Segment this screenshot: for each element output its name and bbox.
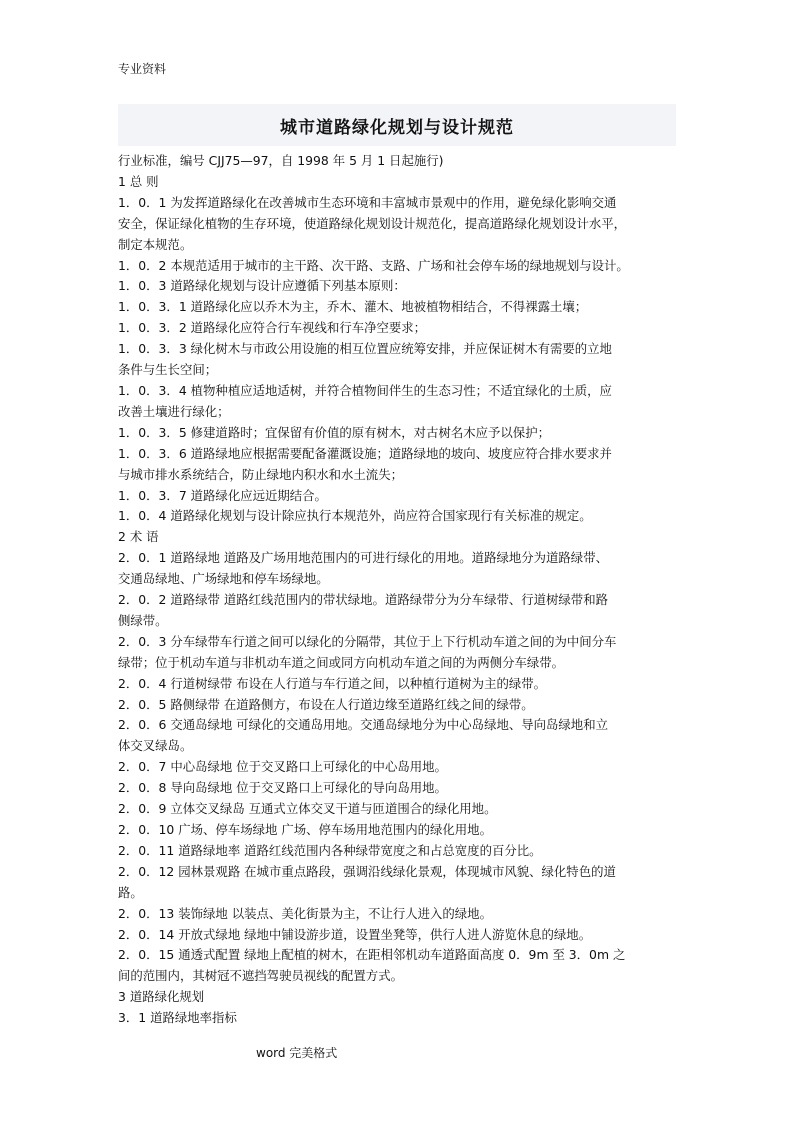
document-line: 1．0．3．7 道路绿化应远近期结合。	[118, 487, 327, 503]
document-line: 1．0．3．2 道路绿化应符合行车视线和行车净空要求；	[118, 320, 427, 336]
document-line: 路。	[118, 884, 143, 900]
document-line: 2．0．8 导向岛绿地 位于交叉路口上可绿化的导向岛用地。	[118, 780, 447, 796]
document-line: 1．0．3．6 道路绿地应根据需要配备灌溉设施；道路绿地的坡向、坡度应符合排水要求并	[118, 445, 612, 461]
document-line: 1．0．3．4 植物种植应适地适树，并符合植物间伴生的生态习性；不适宜绿化的土质，应	[118, 382, 612, 398]
document-line: 2．0．2 道路绿带 道路红线范围内的带状绿地。道路绿带分为分车绿带、行道树绿带和路	[118, 592, 608, 608]
document-line: 2．0．12 园林景观路 在城市重点路段，强调沿线绿化景观，体现城市风貌、绿化特色的道	[118, 863, 616, 879]
document-line: 2．0．1 道路绿地 道路及广场用地范围内的可进行绿化的用地。道路绿地分为道路绿带、	[118, 550, 608, 566]
title-bar	[118, 104, 676, 146]
document-line: 绿带；位于机动车道与非机动车道之间或同方向机动车道之间的为两侧分车绿带。	[118, 654, 565, 670]
document-line: 体交叉绿岛。	[118, 738, 193, 754]
document-line: 间的范围内，其树冠不遮挡驾驶员视线的配置方式。	[118, 968, 403, 984]
document-line: 行业标准，编号 CJJ75—97，自 1998 年 5 月 1 日起施行)	[118, 153, 444, 168]
document-line: 条件与生长空间；	[118, 362, 218, 378]
document-line: 改善土壤进行绿化；	[118, 403, 230, 419]
document-line: 3 道路绿化规划	[118, 989, 205, 1005]
document-line: 1．0．3．3 绿化树木与市政公用设施的相互位置应统筹安排，并应保证树木有需要的立地	[118, 341, 612, 357]
document-line: 2．0．14 开放式绿地 绿地中铺设游步道，设置坐凳等，供行人进人游览休息的绿地。	[118, 926, 592, 942]
document-line: 安全，保证绿化植物的生存环境，使道路绿化规划设计规范化，提高道路绿化规划设计水平，	[118, 215, 627, 231]
document-line: 2 术 语	[118, 529, 159, 545]
document-line: 1．0．2 本规范适用于城市的主干路、次干路、支路、广场和社会停车场的绿地规划与设计。	[118, 257, 629, 273]
document-line: 2．0．3 分车绿带车行道之间可以绿化的分隔带，其位于上下行机动车道之间的为中间分车	[118, 633, 617, 649]
document-line: 2．0．7 中心岛绿地 位于交叉路口上可绿化的中心岛用地。	[118, 759, 447, 775]
document-body	[118, 151, 684, 1029]
document-line: 2．0．4 行道树绿带 布设在人行道与车行道之间，以种植行道树为主的绿带。	[118, 675, 547, 691]
document-line: 3．1 道路绿地率指标	[118, 1010, 237, 1026]
document-line: 与城市排水系统结合，防止绿地内积水和水土流失；	[118, 466, 403, 482]
header-label: 专业资料	[118, 62, 167, 76]
document-line: 交通岛绿地、广场绿地和停车场绿地。	[118, 571, 329, 587]
document-line: 2．0．10 广场、停车场绿地 广场、停车场用地范围内的绿化用地。	[118, 822, 492, 837]
document-line: 2．0．9 立体交叉绿岛 互通式立体交叉干道与匝道围合的绿化用地。	[118, 801, 497, 817]
document-line: 侧绿带。	[118, 612, 168, 628]
document-line: 1．0．3．1 道路绿化应以乔木为主，乔木、灌木、地被植物相结合，不得裸露土壤；	[118, 299, 588, 315]
document-line: 1．0．3．5 修建道路时；宜保留有价值的原有树木，对古树名木应予以保护；	[118, 424, 550, 440]
document-title: 城市道路绿化规划与设计规范	[280, 117, 514, 138]
document-line: 2．0．6 交通岛绿地 可绿化的交通岛用地。交通岛绿地分为中心岛绿地、导向岛绿地和立	[118, 717, 608, 733]
document-line: 1．0．1 为发挥道路绿化在改善城市生态环境和丰富城市景观中的作用，避免绿化影响交通	[118, 194, 617, 210]
footer-label: word 完美格式	[256, 1046, 338, 1060]
document-line: 2．0．15 通透式配置 绿地上配植的树木，在距相邻机动车道路面高度 0．9m 至 3．0m 之	[118, 947, 626, 963]
document-line: 1．0．4 道路绿化规划与设计除应执行本规范外，尚应符合国家现行有关标准的规定。	[118, 508, 592, 524]
document-line: 2．0．11 道路绿地率 道路红线范围内各种绿带宽度之和占总宽度的百分比。	[118, 842, 542, 858]
document-line: 1 总 则	[118, 173, 159, 189]
document-line: 制定本规范。	[118, 236, 193, 252]
document-line: 2．0．13 装饰绿地 以装点、美化街景为主，不让行人进入的绿地。	[118, 905, 492, 921]
document-line: 1．0．3 道路绿化规划与设计应遵循下列基本原则：	[118, 278, 406, 294]
document-line: 2．0．5 路侧绿带 在道路侧方，布设在人行道边缘至道路红线之间的绿带。	[118, 696, 534, 712]
